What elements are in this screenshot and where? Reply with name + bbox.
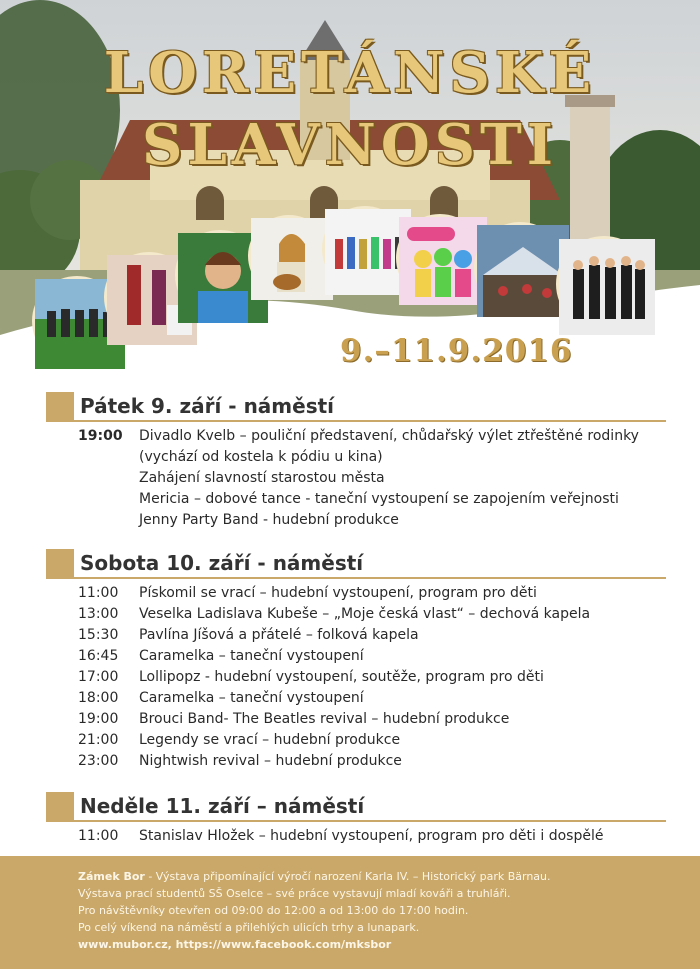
program-row (46, 447, 666, 468)
footer-links-text[interactable]: www.mubor.cz, https://www.facebook.com/mksbor (78, 938, 392, 951)
program-time: 21:00 (78, 732, 119, 748)
program-time: 13:00 (78, 606, 119, 622)
program-row (46, 709, 666, 730)
program-time: 19:00 (78, 711, 119, 727)
photo-rock-band (556, 236, 652, 332)
photo-band-stage (474, 222, 566, 314)
section-saturday (46, 549, 666, 772)
section-title: Pátek 9. září - náměstí (80, 394, 335, 418)
program-time (46, 468, 139, 489)
program-row (46, 583, 666, 604)
footer-line: Výstava prací studentů SŠ Oselce – své práce vystavují mladí kováři a truhláři. (78, 887, 511, 900)
section-marker-icon (46, 792, 74, 820)
program-text: Mericia – dobové tance - taneční vystoupení se zapojením veřejnosti (139, 491, 619, 507)
program-row (46, 510, 666, 531)
footer-text: - Výstava připomínající výročí narození Karla IV. – Historický park Bärnau. (144, 870, 551, 883)
section-sunday (46, 792, 666, 847)
program-text: Lollipopz - hudební vystoupení, soutěže, program pro děti (139, 669, 544, 685)
footer-venue: Zámek Bor (78, 870, 145, 883)
program-time: 11:00 (78, 828, 119, 844)
program-row (46, 468, 666, 489)
footer-line (78, 868, 700, 885)
program-row (46, 751, 666, 772)
program-list (46, 826, 666, 847)
photo-folk-singer (248, 215, 330, 297)
section-marker-icon (46, 392, 74, 420)
program-text: Stanislav Hložek – hudební vystoupení, program pro děti i dospělé (139, 828, 604, 844)
program-row (46, 625, 666, 646)
program-row (46, 730, 666, 751)
program-row (46, 826, 666, 847)
program-text: Brouci Band- The Beatles revival – hudební produkce (139, 711, 510, 727)
section-header (46, 549, 666, 579)
program-text: Nightwish revival – hudební produkce (139, 753, 402, 769)
section-header (46, 792, 666, 822)
section-title: Sobota 10. září - náměstí (80, 551, 364, 575)
program-text: Caramelka – taneční vystoupení (139, 690, 364, 706)
program-time: 11:00 (78, 585, 119, 601)
section-friday (46, 392, 666, 531)
program-row (46, 667, 666, 688)
program-text: Zahájení slavností starostou města (139, 470, 385, 486)
event-date: 9.–11.9.2016 (340, 333, 573, 369)
program-list (46, 426, 666, 531)
section-header (46, 392, 666, 422)
program-time (46, 510, 139, 531)
section-marker-icon (46, 549, 74, 577)
program-row (46, 604, 666, 625)
program-row (46, 426, 666, 447)
program-text: Pískomil se vrací – hudební vystoupení, program pro děti (139, 585, 537, 601)
program-time: 16:45 (78, 648, 119, 664)
program-time (46, 447, 139, 468)
footer-links[interactable] (78, 936, 700, 953)
program-text: (vychází od kostela k pódiu u kina) (139, 449, 383, 465)
footer-line: Pro návštěvníky otevřen od 09:00 do 12:00 a od 13:00 do 17:00 hodin. (78, 904, 469, 917)
program-row (46, 688, 666, 709)
program-time: 15:30 (78, 627, 119, 643)
program-time: 18:00 (78, 690, 119, 706)
program-row (46, 489, 666, 510)
program-time (46, 489, 139, 510)
program-text: Legendy se vrací – hudební produkce (139, 732, 401, 748)
section-title: Neděle 11. září – náměstí (80, 794, 365, 818)
hero-banner (0, 0, 700, 369)
title-line-2: SLAVNOSTI (142, 112, 558, 178)
program-text: Veselka Ladislava Kubeše – „Moje česká vlast“ – dechová kapela (139, 606, 591, 622)
program-text: Jenny Party Band - hudební produkce (139, 512, 399, 528)
program-time: 17:00 (78, 669, 119, 685)
footer-info (0, 856, 700, 969)
program-text: Caramelka – taneční vystoupení (139, 648, 364, 664)
program-text: Pavlína Jíšová a přátelé – folková kapela (139, 627, 419, 643)
program-row (46, 646, 666, 667)
photo-dancers (322, 206, 408, 292)
footer-line: Po celý víkend na náměstí a přilehlých ulicích trhy a lunapark. (78, 921, 420, 934)
program-time: 19:00 (78, 428, 123, 444)
program-time: 23:00 (78, 753, 119, 769)
title-line-1: LORETÁNSKÉ (103, 40, 597, 106)
program-text: Divadlo Kvelb – pouliční představení, chůdařský výlet ztřeštěné rodinky (139, 428, 639, 444)
program-list (46, 583, 666, 772)
photo-lollipopz (396, 214, 484, 302)
